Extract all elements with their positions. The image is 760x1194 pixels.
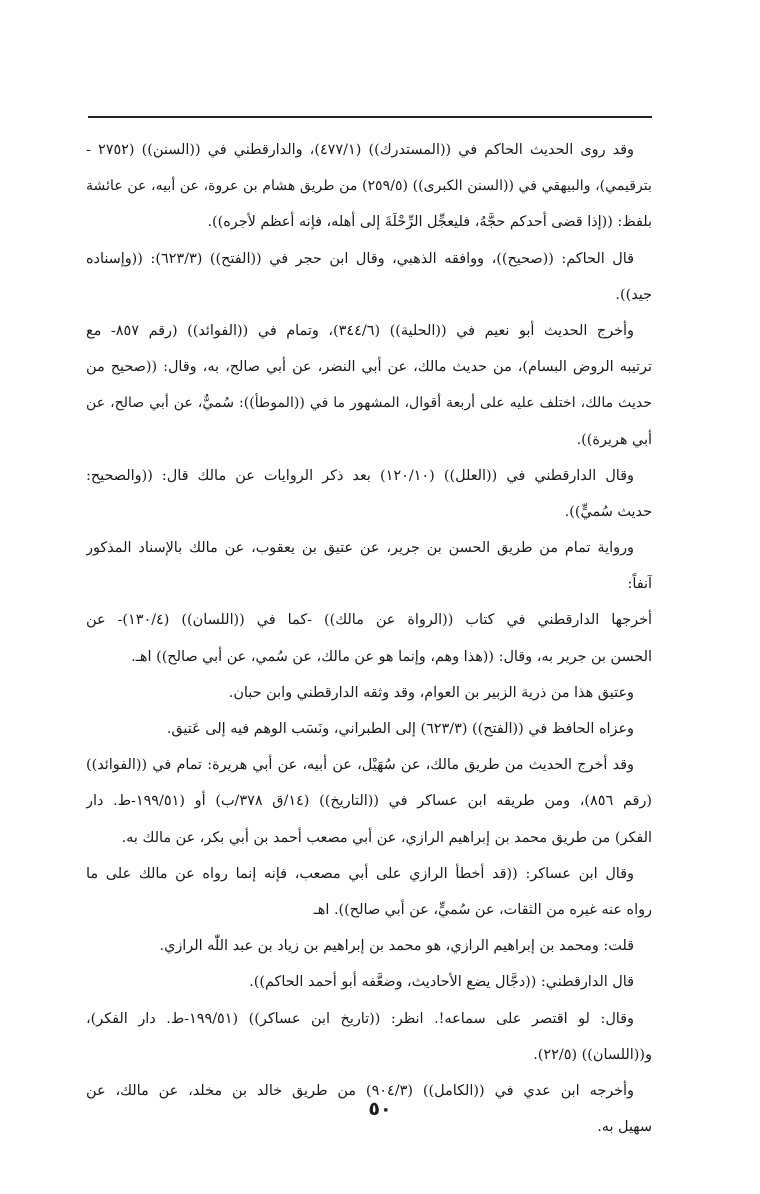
text-line: وقد أخرج الحديث من طريق مالك، عن سُهَيْل، عن أبيه، عن أبي هريرة: تمام في ((الفوائد)) <box>86 757 634 774</box>
text-line: الفكر) من طريق محمد بن إبراهيم الرازي، عن أبي مصعب أحمد بن أبي بكر، عن مالك به. <box>121 829 652 846</box>
text-line: وقد روى الحديث الحاكم في ((المستدرك)) (٤٧٧/١)، والدارقطني في ((السنن)) (٢٧٥٢ - <box>86 142 635 158</box>
text-line: وقال: لو اقتصر على سماعه!. انظر: ((تاريخ ابن عساكر)) (١٩٩/٥١-ط. دار الفكر)، <box>86 1010 634 1027</box>
text-line: بلفظ: ((إذا قضى أحدكم حجَّهُ، فليعجِّل الرِّحْلَةَ إلى أهله، فإنه أعظم لأجره)). <box>207 214 652 231</box>
text-line: وقال الدارقطني في ((العلل)) (١٢٠/١٠) بعد ذكر الروايات عن مالك قال: ((والصحيح: <box>86 467 634 484</box>
text-line: و((اللسان)) (٢٢/٥). <box>533 1046 652 1063</box>
text-line: آنفاً: <box>627 576 652 593</box>
text-line: قلت: ومحمد بن إبراهيم الرازي، هو محمد بن إبراهيم بن زياد بن عبد اللّٰه الرازي. <box>159 938 634 955</box>
text-line: جيد)). <box>615 286 652 303</box>
text-line: حديث سُميٍّ)). <box>564 503 652 520</box>
footnote-text-block <box>86 132 652 1145</box>
text-line: أخرجها الدارقطني في كتاب ((الرواة عن مالك)) -كما في ((اللسان)) (١٣٠/٤)- عن <box>86 612 652 629</box>
text-line: ورواية تمام من طريق الحسن بن جرير، عن عتيق بن يعقوب، عن مالك بالإسناد المذكور <box>86 540 634 557</box>
text-line: أبي هريرة)). <box>576 431 652 448</box>
text-line: بترقيمي)، والبيهقي في ((السنن الكبرى)) (٢٥٩/٥) من طريق هشام بن عروة، عن أبيه، عن عائشة <box>86 178 652 195</box>
text-line: حديث مالك، اختلف عليه على أربعة أقوال، المشهور ما في ((الموطأ)): سُميٌّ، عن أبي صالح، عن <box>86 395 652 412</box>
text-line: وعتيق هذا من ذرية الزبير بن العوام، وقد وثقه الدارقطني وابن حبان. <box>228 684 634 701</box>
text-line: وأخرج الحديث أبو نعيم في ((الحلية)) (٣٤٤/٦)، وتمام في ((الفوائد)) (رقم ٨٥٧- مع <box>86 322 634 339</box>
text-line: وقال ابن عساكر: ((قد أخطأ الرازي على أبي مصعب، فإنه إنما رواه عن مالك على ما <box>86 865 634 882</box>
text-line: سهيل به. <box>597 1119 652 1136</box>
page-number: ٥٠ <box>368 1098 392 1120</box>
text-line: وعزاه الحافظ في ((الفتح)) (٦٢٣/٣) إلى الطبراني، ونَسَب الوهم فيه إلى عَتيق. <box>166 721 634 737</box>
text-line: قال الحاكم: ((صحيح))، ووافقه الذهبي، وقال ابن حجر في ((الفتح)) (٦٢٣/٣): ((وإسناده <box>86 250 635 267</box>
text-line: وأخرجه ابن عدي في ((الكامل)) (٩٠٤/٣) من طريق خالد بن مخلد، عن مالك، عن <box>86 1082 634 1099</box>
text-line: رواه عنه غيره من الثقات، عن سُميٍّ، عن أبي صالح)). اهـ <box>313 901 652 918</box>
text-line: قال الدارقطني: ((دجَّال يضع الأحاديث، وضعَّفه أبو أحمد الحاكم)). <box>249 974 634 991</box>
top-rule-divider <box>88 116 652 118</box>
text-line: ترتيبه الروض البسام)، من حديث مالك، عن أبي النضر، عن أبي صالح، به، وقال: ((صحيح من <box>86 359 652 376</box>
text-line: (رقم ٨٥٦)، ومن طريقه ابن عساكر في ((التاريخ)) (١٤/ق ٣٧٨/ب) أو (١٩٩/٥١-ط. دار <box>86 793 652 810</box>
text-line: الحسن بن جرير به، وقال: ((هذا وهم، وإنما هو عن مالك، عن سُمي، عن أبي صالح)) اهـ. <box>131 648 652 665</box>
